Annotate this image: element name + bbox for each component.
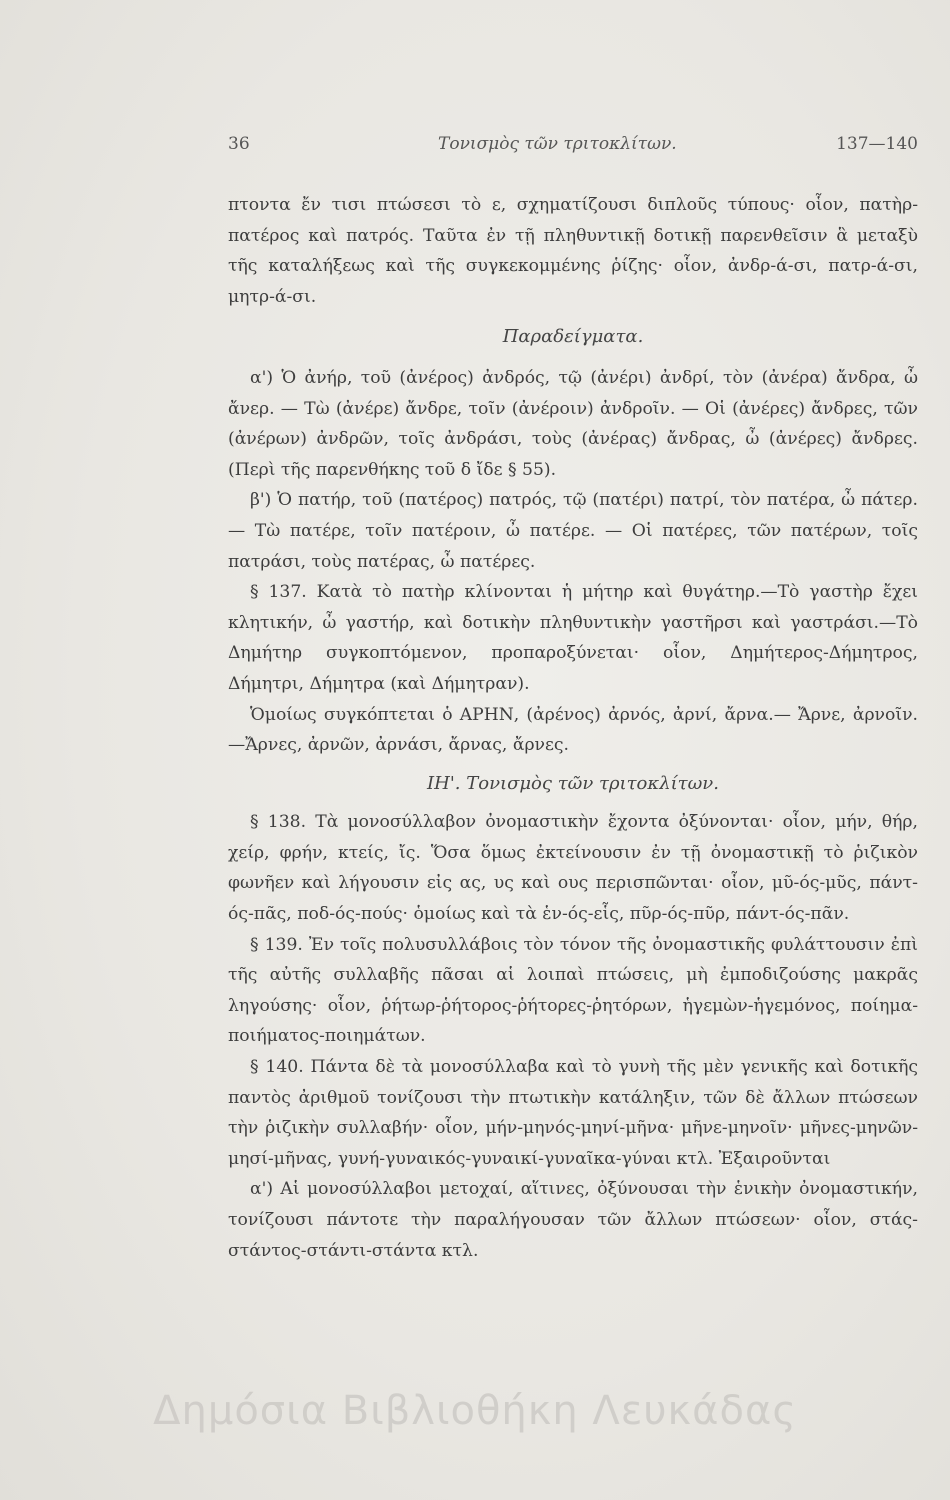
paragraph-example-a: α') Ὁ ἀνήρ, τοῦ (ἀνέρος) ἀνδρός, τῷ (ἀνέρι) ἀνδρί, τὸν (ἀνέρα) ἄνδρα, ὦ ἄνερ. — Τὼ (ἀνέρε) ἄνδρε, τοῖν (ἀνέροιν) ἀνδροῖν. — Οἱ (ἀνέρες) ἄνδρες, τῶν (ἀνέρων) ἀνδρῶν, τοῖς ἀνδράσι, τοὺς (ἀνέρας) ἄνδρας, ὦ (ἀνέρες) ἄνδρες. (Περὶ τῆς παρενθήκης τοῦ δ ἴδε § 55). (228, 367, 918, 480)
paragraph-1: πτοντα ἔν τισι πτώσεσι τὸ ε, σχηματίζουσι διπλοῦς τύπους· οἷον, πατὴρ-πατέρος καὶ πατρός. Ταῦτα ἐν τῇ πληθυντικῇ δοτικῇ παρενθεῖσιν ἃ μεταξὺ τῆς καταλήξεως καὶ τῆς συγκεκομμένης ῥίζης· οἷον, ἀνδρ-ά-σι, πατρ-ά-σι, μητρ-ά-σι. (228, 195, 918, 307)
paragraph-139: § 139. Ἐν τοῖς πολυσυλλάβοις τὸν τόνον τῆς ὀνομαστικῆς φυλάττουσιν ἐπὶ τῆς αὐτῆς συλλαβῆς πᾶσαι αἱ λοιπαὶ πτώσεις, μὴ ἐμποδιζούσης μακρᾶς ληγούσης· οἷον, ῥήτωρ-ῥήτορος-ῥήτορες-ῥητόρων, ἡγεμὼν-ἡγεμόνος, ποίημα-ποιήματος-ποιημάτων. (228, 934, 918, 1047)
paragraph-aren: Ὁμοίως συγκόπτεται ὁ ΑΡΗΝ, (ἀρένος) ἀρνός, ἀρνί, ἄρνα.— Ἄρνε, ἀρνοῖν.—Ἄρνες, ἀρνῶν, ἀρνάσι, ἄρνας, ἄρνες. (228, 704, 918, 756)
section-heading: ΙΗ'. Τονισμὸς τῶν τριτοκλίτων. (427, 772, 719, 794)
running-title: Τονισμὸς τῶν τριτοκλίτων. (438, 134, 677, 154)
paragraph-137: § 137. Κατὰ τὸ πατὴρ κλίνονται ἡ μήτηρ καὶ θυγάτηρ.—Τὸ γαστὴρ ἔχει κλητικήν, ὦ γαστήρ, καὶ δοτικὴν πληθυντικὴν γαστῆρσι καὶ γαστράσι.—Τὸ Δημήτηρ συγκοπτόμενον, προπαροξύνεται· οἷον, Δημήτερος-Δήμητρος, Δήμητρι, Δήμητρα (καὶ Δήμητραν). (228, 582, 918, 694)
section-range: 137—140 (836, 134, 918, 154)
library-watermark: Δημόσια Βιβλιοθήκη Λευκάδας (153, 1388, 797, 1434)
paragraph-140: § 140. Πάντα δὲ τὰ μονοσύλλαβα καὶ τὸ γυνὴ τῆς μὲν γενικῆς καὶ δοτικῆς παντὸς ἀριθμοῦ τονίζουσι τὴν πτωτικὴν κατάληξιν, τῶν δὲ ἄλλων πτώσεων τὴν ῥιζικὴν συλλαβήν· οἷον, μήν-μηνός-μηνί-μῆνα· μῆνε-μηνοῖν· μῆνες-μηνῶν-μησί-μῆνας, γυνή-γυναικός-γυναικί-γυναῖκα-γύναι κτλ. Ἐξαιροῦνται (228, 1057, 918, 1169)
examples-heading: Παραδείγματα. (502, 326, 644, 348)
paragraph-exception-a: α') Αἱ μονοσύλλαβοι μετοχαί, αἵτινες, ὀξύνουσαι τὴν ἑνικὴν ὀνομαστικήν, τονίζουσι πάντοτε τὴν παραλήγουσαν τῶν ἄλλων πτώσεων· οἷον, στάς-στάντος-στάντι-στάντα κτλ. (228, 1179, 918, 1261)
running-header (228, 134, 918, 164)
body-text (228, 190, 918, 1266)
paragraph-example-b: β') Ὁ πατήρ, τοῦ (πατέρος) πατρός, τῷ (πατέρι) πατρί, τὸν πατέρα, ὦ πάτερ. — Τὼ πατέρε, τοῖν πατέροιν, ὦ πατέρε. — Οἱ πατέρες, τῶν πατέρων, τοῖς πατράσι, τοὺς πατέρας, ὦ πατέρες. (228, 490, 918, 572)
paragraph-138: § 138. Τὰ μονοσύλλαβον ὀνομαστικὴν ἔχοντα ὀξύνονται· οἷον, μήν, θήρ, χείρ, φρήν, κτείς, ἴς. Ὅσα ὅμως ἐκτείνουσιν ἐν τῇ ὀνομαστικῇ τὸ ῥιζικὸν φωνῆεν καὶ λήγουσιν εἰς ας, υς καὶ ους περισπῶνται· οἷον, μῦ-ός-μῦς, πάντ-ός-πᾶς, ποδ-ός-πούς· ὁμοίως καὶ τὰ ἑν-ός-εἷς, πῦρ-ός-πῦρ, πάντ-ός-πᾶν. (228, 812, 918, 925)
page-number: 36 (228, 134, 250, 154)
